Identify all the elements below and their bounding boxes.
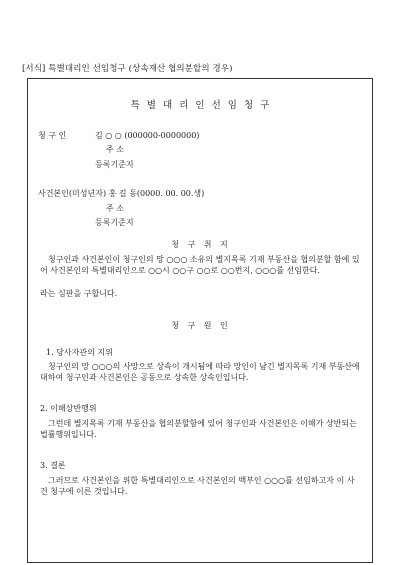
- principal-label: 사건본인(미성년자) 홍 길 동(0000. 00. 00.생): [38, 189, 205, 198]
- section-3-text: 그러므로 사건본인을 위한 특별대리인으로 사건본인의 백부인 ○○○를 선임하고자 이 사건 청구에 이른 것입니다.: [40, 476, 355, 496]
- principal-registry-label: 등록기준지: [95, 218, 134, 227]
- document-title: 특 별 대 리 인 선 임 청 구: [130, 100, 272, 111]
- claimant-address-label: 주 소: [106, 145, 124, 154]
- section-1-text: 청구인의 망 ○○○의 사망으로 상속이 개시됨에 따라 망인이 남긴 별지목록 기재 부동산에 대하여 청구인과 사건본인은 공동으로 상속한 상속인입니다.: [40, 362, 360, 382]
- claimant-name: 김 ○ ○ (000000-0000000): [95, 131, 200, 140]
- form-caption: [서식] 특별대리인 선임청구 (상속재산 협의분할의 경우): [22, 64, 233, 74]
- purpose-closing: 라는 심판을 구합니다.: [40, 289, 118, 298]
- section-3-title: 3. 결론: [40, 461, 66, 470]
- purpose-heading: 청 구 취 지: [171, 240, 231, 249]
- claimant-registry-label: 등록기준지: [95, 160, 134, 169]
- principal-address-label: 주 소: [106, 204, 124, 213]
- section-2-text: 그런데 별지목록 기재 부동산을 협의분할함에 있어 청구인과 사건본인은 이해가 상반되는 법률행위입니다.: [40, 419, 357, 439]
- section-2-title: 2. 이해상반행위: [40, 404, 97, 413]
- purpose-text: 청구인과 사건본인이 청구인의 망 ○○○ 소유의 별지목록 기재 부동산을 협의분할 함에 있어 사건본인의 특별대리인으로 ○○시 ○○구 ○○로 ○○번지, ○○○를 선임한다.: [40, 255, 360, 275]
- section-1-title: 1. 당사자관의 지위: [46, 348, 113, 357]
- document-frame: [27, 78, 373, 563]
- claimant-label: 청 구 인: [38, 131, 67, 140]
- reasons-heading: 청 구 원 인: [171, 321, 231, 330]
